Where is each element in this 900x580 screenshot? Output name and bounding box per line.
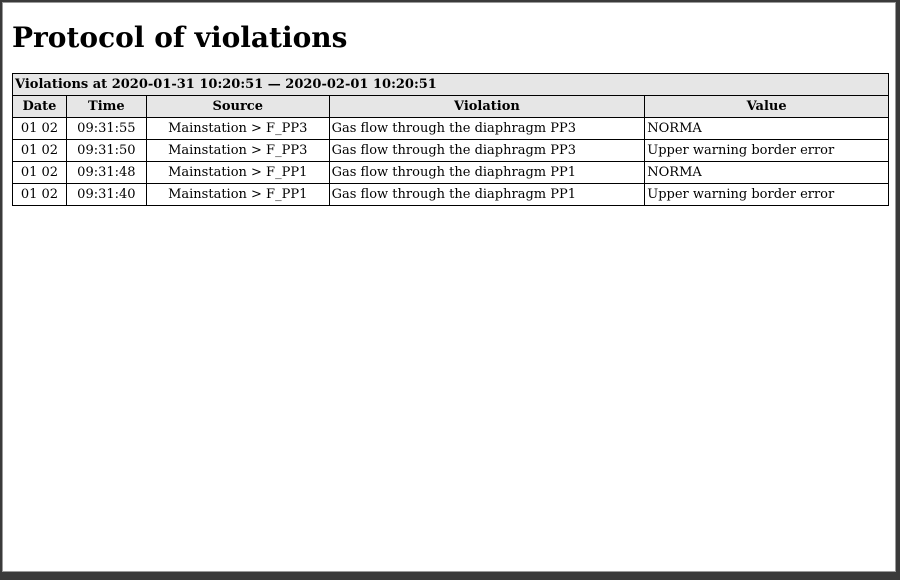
cell-value: Upper warning border error bbox=[645, 140, 889, 162]
cell-time: 09:31:55 bbox=[66, 118, 146, 140]
cell-time: 09:31:50 bbox=[66, 140, 146, 162]
column-header-value[interactable]: Value bbox=[645, 96, 889, 118]
cell-value: NORMA bbox=[645, 162, 889, 184]
table-caption: Violations at 2020-01-31 10:20:51 — 2020-02-01 10:20:51 bbox=[13, 74, 889, 96]
cell-source: Mainstation > F_PP3 bbox=[146, 118, 329, 140]
cell-violation: Gas flow through the diaphragm PP1 bbox=[329, 184, 645, 206]
table-header-row bbox=[13, 96, 889, 118]
cell-violation: Gas flow through the diaphragm PP1 bbox=[329, 162, 645, 184]
table-caption-row bbox=[13, 74, 889, 96]
column-header-time[interactable]: Time bbox=[66, 96, 146, 118]
cell-date: 01 02 bbox=[13, 118, 67, 140]
cell-date: 01 02 bbox=[13, 140, 67, 162]
column-header-source[interactable]: Source bbox=[146, 96, 329, 118]
cell-source: Mainstation > F_PP1 bbox=[146, 184, 329, 206]
window-bottom-edge bbox=[0, 574, 900, 580]
cell-source: Mainstation > F_PP1 bbox=[146, 162, 329, 184]
page-title: Protocol of violations bbox=[12, 21, 348, 54]
cell-value: NORMA bbox=[645, 118, 889, 140]
cell-date: 01 02 bbox=[13, 184, 67, 206]
cell-source: Mainstation > F_PP3 bbox=[146, 140, 329, 162]
cell-date: 01 02 bbox=[13, 162, 67, 184]
cell-time: 09:31:40 bbox=[66, 184, 146, 206]
cell-violation: Gas flow through the diaphragm PP3 bbox=[329, 118, 645, 140]
violations-table bbox=[12, 73, 889, 206]
report-page bbox=[2, 2, 896, 572]
cell-time: 09:31:48 bbox=[66, 162, 146, 184]
table-row[interactable] bbox=[13, 118, 889, 140]
table-row[interactable] bbox=[13, 184, 889, 206]
table-row[interactable] bbox=[13, 162, 889, 184]
cell-value: Upper warning border error bbox=[645, 184, 889, 206]
table-row[interactable] bbox=[13, 140, 889, 162]
column-header-violation[interactable]: Violation bbox=[329, 96, 645, 118]
column-header-date[interactable]: Date bbox=[13, 96, 67, 118]
cell-violation: Gas flow through the diaphragm PP3 bbox=[329, 140, 645, 162]
